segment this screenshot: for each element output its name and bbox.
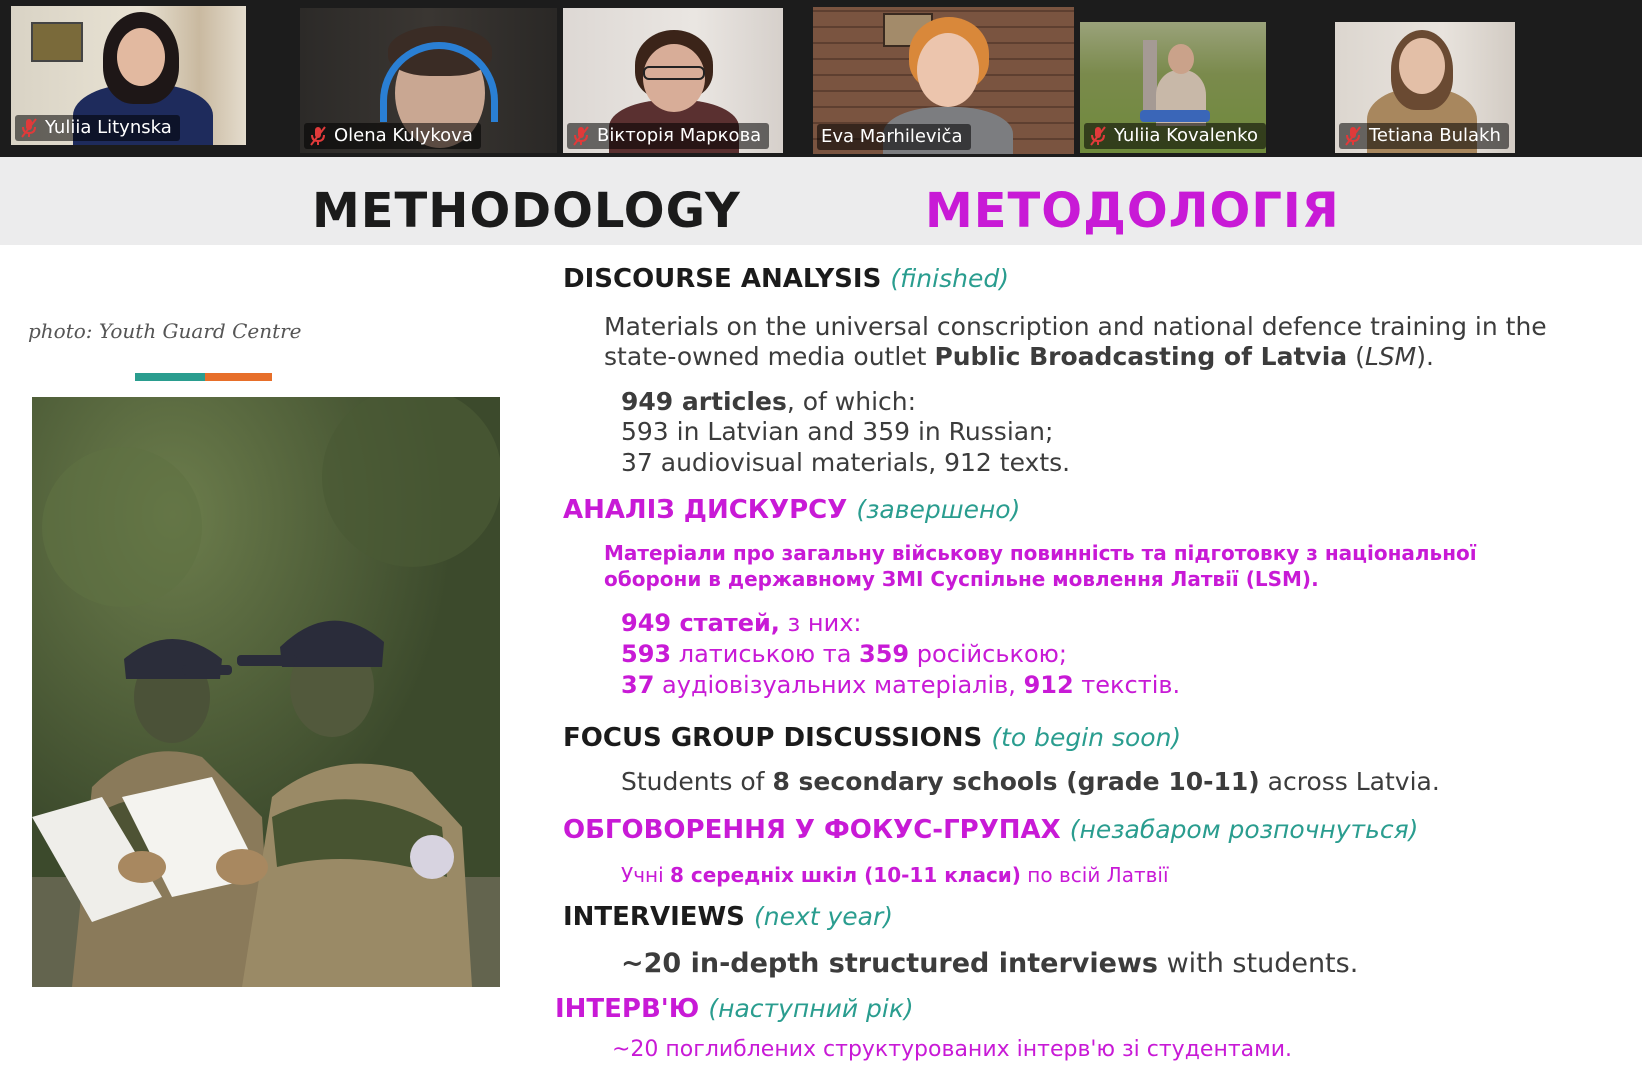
participant-tile-eva-marhilevica[interactable] <box>813 7 1074 154</box>
participant-name: Olena Kulykova <box>304 123 481 149</box>
participant-name: Tetiana Bulakh <box>1339 123 1509 149</box>
shared-slide <box>0 157 1642 1080</box>
section-heading-discourse-ua: АНАЛІЗ ДИСКУРСУ (завершено) <box>563 495 1021 525</box>
discourse-ua-langs: 593 латиською та 359 російською; <box>621 640 1067 668</box>
discourse-en-media: 37 audiovisual materials, 912 texts. <box>621 448 1071 477</box>
participant-tile-yuliia-litynska[interactable] <box>11 6 246 145</box>
focus-en-desc: Students of 8 secondary schools (grade 10-11) across Latvia. <box>621 767 1440 796</box>
discourse-ua-desc-line2: оборони в державному ЗМІ Суспільне мовлення Латвії (LSM). <box>604 567 1319 591</box>
discourse-ua-desc-line1: Матеріали про загальну військову повинність та підготовку з національної <box>604 541 1477 565</box>
section-heading-interviews-en: INTERVIEWS (next year) <box>563 902 894 932</box>
section-heading-focus-ua: ОБГОВОРЕННЯ У ФОКУС-ГРУПАХ (незабаром розпочнуться) <box>563 815 1419 845</box>
status-note: (завершено) <box>856 495 1021 524</box>
mic-muted-icon <box>1343 125 1363 147</box>
status-note: (finished) <box>890 264 1009 293</box>
status-note: (наступний рік) <box>708 994 914 1023</box>
participant-tile-yuliia-kovalenko[interactable] <box>1080 22 1266 153</box>
mic-muted-icon <box>571 125 591 147</box>
mic-muted-icon <box>1088 125 1108 147</box>
interviews-ua-desc: ~20 поглиблених структурованих інтерв'ю зі студентами. <box>612 1037 1293 1062</box>
participant-name: Yuliia Kovalenko <box>1084 123 1266 149</box>
mic-muted-icon <box>308 125 328 147</box>
wall-picture <box>31 22 83 62</box>
participant-name: Вікторія Маркова <box>567 123 769 149</box>
photo-credit: photo: Youth Guard Centre <box>28 319 302 343</box>
discourse-ua-count: 949 статей, з них: <box>621 609 862 637</box>
glasses <box>643 66 705 80</box>
discourse-en-desc-line1: Materials on the universal conscription and national defence training in the <box>604 312 1547 341</box>
slide-title-en: METHODOLOGY <box>312 183 741 239</box>
status-note: (to begin soon) <box>991 723 1182 752</box>
participant-tile-viktoriia-markova[interactable] <box>563 8 783 153</box>
interviews-en-desc: ~20 in-depth structured interviews with students. <box>621 948 1359 979</box>
discourse-en-langs: 593 in Latvian and 359 in Russian; <box>621 417 1054 446</box>
methodology-content <box>0 157 1642 1080</box>
status-note: (незабаром розпочнуться) <box>1069 815 1419 844</box>
section-heading-focus-en: FOCUS GROUP DISCUSSIONS (to begin soon) <box>563 723 1182 753</box>
participant-tile-tetiana-bulakh[interactable] <box>1335 22 1515 153</box>
participant-strip <box>0 0 1642 157</box>
participant-tile-olena-kulykova[interactable] <box>300 8 557 153</box>
discourse-ua-media: 37 аудіовізуальних матеріалів, 912 текстів. <box>621 671 1181 699</box>
participant-name: Yuliia Litynska <box>15 115 180 141</box>
section-heading-interviews-ua: ІНТЕРВ'Ю (наступний рік) <box>555 994 914 1024</box>
discourse-en-count: 949 articles, of which: <box>621 387 917 416</box>
mic-muted-icon <box>19 117 39 139</box>
slide-title-ua: МЕТОДОЛОГІЯ <box>925 183 1340 239</box>
discourse-en-desc-line2: state-owned media outlet Public Broadcasting of Latvia (LSM). <box>604 342 1434 371</box>
fence <box>1143 40 1157 120</box>
status-note: (next year) <box>753 902 894 931</box>
section-heading-discourse-en: DISCOURSE ANALYSIS (finished) <box>563 264 1009 294</box>
participant-name: Eva Marhilevіča <box>817 124 971 150</box>
focus-ua-desc: Учні 8 середніх шкіл (10-11 класи) по всій Латвії <box>621 863 1169 887</box>
